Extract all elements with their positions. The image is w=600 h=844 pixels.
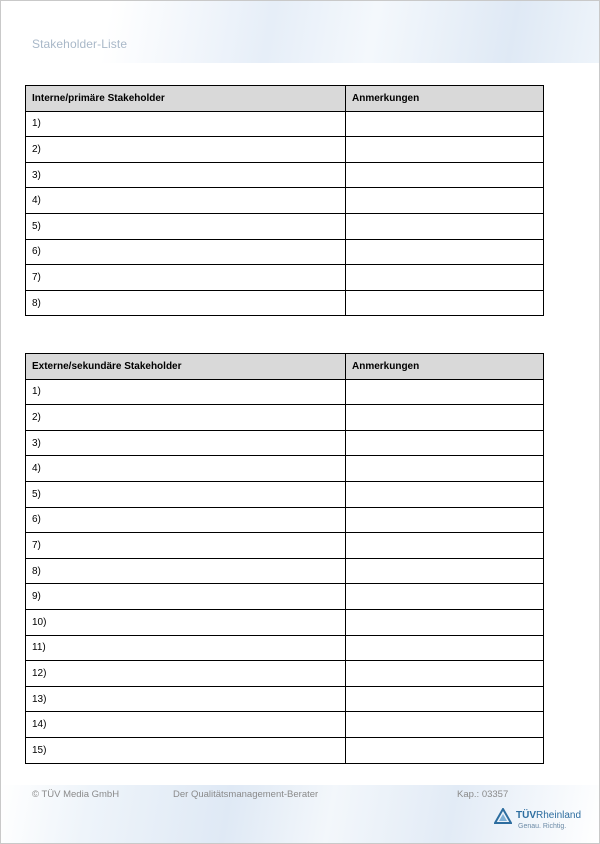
external-table-body — [26, 379, 544, 763]
table-row — [26, 405, 544, 431]
table-header-row — [26, 354, 544, 380]
stakeholder-cell[interactable]: 7) — [26, 265, 346, 291]
table-row — [26, 379, 544, 405]
table-row — [26, 609, 544, 635]
remarks-cell[interactable] — [346, 584, 544, 610]
table-row — [26, 584, 544, 610]
remarks-cell[interactable] — [346, 558, 544, 584]
stakeholder-cell[interactable]: 4) — [26, 456, 346, 482]
table-row — [26, 661, 544, 687]
footer-copyright: © TÜV Media GmbH — [32, 789, 120, 800]
remarks-cell[interactable] — [346, 737, 544, 763]
remarks-cell[interactable] — [346, 379, 544, 405]
table-row — [26, 265, 544, 291]
internal-table-body — [26, 111, 544, 316]
internal-stakeholder-table — [25, 85, 544, 316]
stakeholder-cell[interactable]: 2) — [26, 137, 346, 163]
table-row — [26, 188, 544, 214]
stakeholder-cell[interactable]: 3) — [26, 162, 346, 188]
table-row — [26, 213, 544, 239]
stakeholder-cell[interactable]: 10) — [26, 609, 346, 635]
remarks-cell[interactable] — [346, 609, 544, 635]
remarks-cell[interactable] — [346, 430, 544, 456]
stakeholder-cell[interactable]: 15) — [26, 737, 346, 763]
remarks-cell[interactable] — [346, 661, 544, 687]
internal-stakeholder-column-header: Interne/primäre Stakeholder — [26, 86, 346, 112]
stakeholder-cell[interactable]: 7) — [26, 533, 346, 559]
stakeholder-cell[interactable]: 4) — [26, 188, 346, 214]
header-band — [1, 1, 599, 63]
table-row — [26, 481, 544, 507]
stakeholder-cell[interactable]: 13) — [26, 686, 346, 712]
remarks-cell[interactable] — [346, 162, 544, 188]
stakeholder-cell[interactable]: 6) — [26, 507, 346, 533]
stakeholder-cell[interactable]: 5) — [26, 213, 346, 239]
table-row — [26, 290, 544, 316]
table-row — [26, 712, 544, 738]
stakeholder-cell[interactable]: 12) — [26, 661, 346, 687]
table-row — [26, 507, 544, 533]
remarks-cell[interactable] — [346, 405, 544, 431]
remarks-cell[interactable] — [346, 635, 544, 661]
stakeholder-cell[interactable]: 8) — [26, 558, 346, 584]
table-row — [26, 162, 544, 188]
stakeholder-cell[interactable]: 14) — [26, 712, 346, 738]
remarks-cell[interactable] — [346, 712, 544, 738]
table-row — [26, 239, 544, 265]
footer-chapter: Kap.: 03357 — [457, 789, 509, 800]
remarks-cell[interactable] — [346, 265, 544, 291]
table-row — [26, 558, 544, 584]
table-row — [26, 686, 544, 712]
remarks-cell[interactable] — [346, 213, 544, 239]
remarks-cell[interactable] — [346, 290, 544, 316]
stakeholder-cell[interactable]: 5) — [26, 481, 346, 507]
internal-remarks-column-header: Anmerkungen — [346, 86, 544, 112]
stakeholder-cell[interactable]: 6) — [26, 239, 346, 265]
table-row — [26, 111, 544, 137]
table-row — [26, 137, 544, 163]
table-row — [26, 635, 544, 661]
stakeholder-cell[interactable]: 9) — [26, 584, 346, 610]
table-row — [26, 533, 544, 559]
stakeholder-cell[interactable]: 1) — [26, 111, 346, 137]
external-remarks-column-header: Anmerkungen — [346, 354, 544, 380]
remarks-cell[interactable] — [346, 686, 544, 712]
external-stakeholder-table — [25, 353, 544, 764]
stakeholder-cell[interactable]: 3) — [26, 430, 346, 456]
table-row — [26, 737, 544, 763]
external-stakeholder-column-header: Externe/sekundäre Stakeholder — [26, 354, 346, 380]
triangle-logo-icon — [494, 808, 512, 824]
remarks-cell[interactable] — [346, 239, 544, 265]
remarks-cell[interactable] — [346, 456, 544, 482]
stakeholder-cell[interactable]: 1) — [26, 379, 346, 405]
stakeholder-cell[interactable]: 8) — [26, 290, 346, 316]
logo-claim: Genau. Richtig. — [518, 823, 567, 830]
stakeholder-cell[interactable]: 11) — [26, 635, 346, 661]
footer-publication: Der Qualitätsmanagement-Berater — [173, 789, 319, 800]
logo-brand: TÜVRheinland — [516, 810, 582, 821]
remarks-cell[interactable] — [346, 111, 544, 137]
page-title: Stakeholder-Liste — [32, 37, 128, 51]
remarks-cell[interactable] — [346, 481, 544, 507]
remarks-cell[interactable] — [346, 533, 544, 559]
remarks-cell[interactable] — [346, 188, 544, 214]
remarks-cell[interactable] — [346, 137, 544, 163]
table-row — [26, 456, 544, 482]
tuv-rheinland-logo — [494, 807, 594, 837]
remarks-cell[interactable] — [346, 507, 544, 533]
stakeholder-cell[interactable]: 2) — [26, 405, 346, 431]
table-row — [26, 430, 544, 456]
table-header-row — [26, 86, 544, 112]
